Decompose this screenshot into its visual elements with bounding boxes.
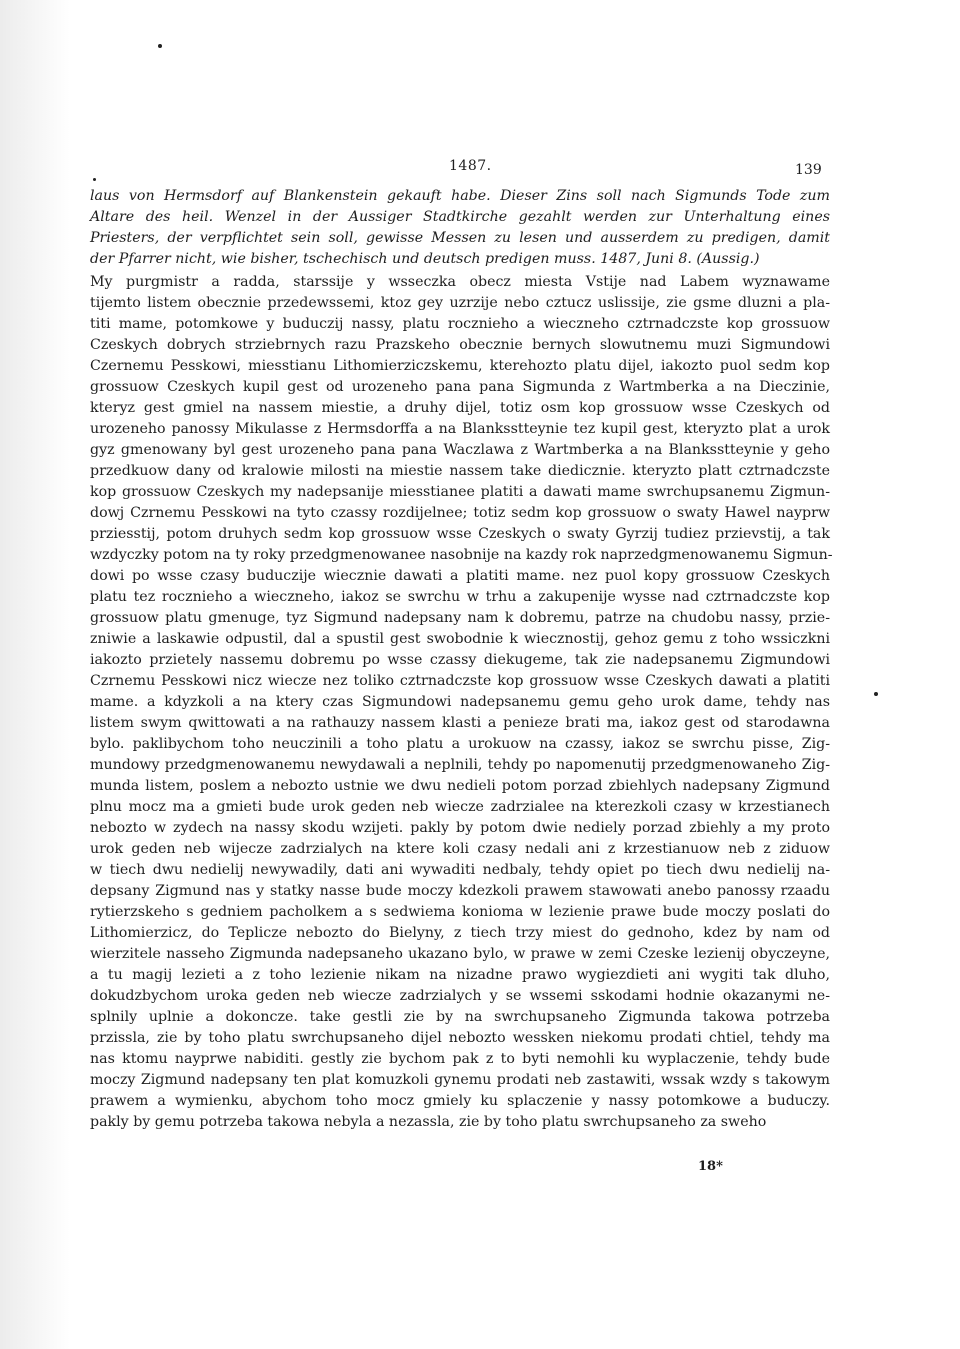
charter-line: moczy Zigmund nadepsany ten plat komuzkoli gynemu prodati neb zastawiti, wssak wzdy s takowym (90, 1072, 830, 1088)
charter-line: przedkuow dany od kralowie milosti na miestie nassem take diedicznie. kteryzto platt cztrnadczste (90, 463, 830, 479)
charter-line: listem swym qwittowati a na rathauzy nassem klasti a penieze brati ma, iakoz gest od starodawna (90, 715, 830, 731)
charter-line: urok geden neb wijecze zadrzialych na ktere koli czasy nedali ani z krzestianuow neb z ziduow (90, 841, 830, 857)
charter-line: depsany Zigmund nas y statky nasse bude moczy kdezkoli prawem stawowati anebo panossy rzaadu (90, 883, 830, 899)
charter-line: iakozto przietely nassemu dobremu po wsse czassy diekugeme, tak zie nadepsanemu Zigmundowi (90, 652, 830, 668)
scan-speck (158, 44, 162, 48)
charter-line: nebozto w zydech na nassy skodu wzijeti. pakly by potom dwie nediely porzad zbiehly a my proto (90, 820, 830, 836)
charter-line: grossuow platu gmenuge, tyz Sigmund nadepsany nam k dobremu, patrze na chudobu nassy, przie- (90, 610, 830, 626)
charter-line: prawem a wymienku, abychom toho mocz gmiely ku splaczenie y nassy potomkowe a buduczy. (90, 1093, 830, 1109)
charter-line: bylo. paklibychom toho neuczinili a toho platu a urokuow na czassy, iakoz se swrchu pisse, Zig- (90, 736, 830, 752)
charter-line: Czrnemu Pesskowi nicz wiecze nez toliko cztrnadczste kop grossuow wsse Czeskych dawati a platiti (90, 673, 830, 689)
charter-line: grossuow Czeskych kupil gest od urozeneho pana pana Sigmunda z Wartmberka a na Dieczinie, (90, 379, 830, 395)
charter-line: My purgmistr a radda, starssije y wsseczka obecz miesta Vstije nad Labem wyznawame (90, 274, 830, 290)
signature-mark: 18* (698, 1159, 723, 1174)
charter-line: dokudzbychom uroka geden neb wiecze zadrzialych y se wssemi sskodami hodnie okazanymi ne- (90, 988, 830, 1004)
charter-line: dowi po wsse czasy buduczije wiecznie dawati a platiti mame. nez puol kopy grossuow Czeskych (90, 568, 830, 584)
charter-line: mame. a kdyzkoli a na ktery czas Sigmundowi nadepsanemu gemu geho urok dame, tehdy nas (90, 694, 830, 710)
running-header-year: 1487. (449, 158, 492, 174)
charter-line: wzdyczky potom na ty roky przedgmenowanee nasobnije na kazdy rok naprzedgmenowanemu Sigmun- (90, 547, 833, 563)
summary-line: laus von Hermsdorf auf Blankenstein gekauft habe. Dieser Zins soll nach Sigmunds Tode zum (90, 188, 830, 204)
charter-line: plnu mocz ma a gmieti bude urok geden neb wiecze zadrzialee na kterezkoli czasy w krzestianech (90, 799, 830, 815)
scan-edge-shading (0, 0, 70, 1349)
charter-line: mundowy przedgmenowanemu newydawali a neplnili, tehdy po napomenutij przedgmenowaneho Zig- (90, 757, 830, 773)
summary-line: der Pfarrer nicht, wie bisher, tschechisch und deutsch predigen muss. 1487, Juni 8. (Aussig.) (90, 251, 760, 267)
charter-line: urozeneho panossy Mikulasse z Hermsdorffa a na Blanksstteynie tez kupil gest, kteryzto plat a urok (90, 421, 830, 437)
charter-line: przissla, zie by toho platu swrchupsaneho dijel nebozto wessken niekomu prodati chtiel, tehdy ma (90, 1030, 830, 1046)
scan-speck (93, 178, 96, 181)
charter-line: munda listem, poslem a nebozto ustnie we dwu nedieli potom porzad zbiehlych nadepsany Zigmund (90, 778, 830, 794)
charter-line: prziesstij, potom druhych sedm kop grossuow wsse Czeskych o swaty Gyrzij tudiez przievstij, a tak (90, 526, 830, 542)
charter-line: a tu magij lezieti a z toho lezienie nikam na nizadne prawo wygiezdieti ani wygiti tak dluho, (90, 967, 830, 983)
charter-line: tijemto listem obecznie przedewssemi, ktoz gey uzrzije nebo cztucz uslissije, zie gsme dluzni a pla- (90, 295, 830, 311)
charter-line: nas ktomu nayprwe nabiditi. gestly zie bychom pak z to byti nemohli ku wyplaczenie, tehdy bude (90, 1051, 830, 1067)
charter-line: dowj Czrnemu Pesskowi na tyto czassy rozdijelnee; totiz sedm kop grossuow o swaty Hawel nayprw (90, 505, 830, 521)
charter-line: gyz gmenowany byl gest urozeneho pana pana Waczlawa z Wartmberka a na Blanksstteynie y geho (90, 442, 830, 458)
charter-line: splnily uplnie a dokoncze. take gestli zie by na swrchupsaneho Zigmunda takowa potrzeba (90, 1009, 830, 1025)
charter-line: pakly by gemu potrzeba takowa nebyla a nezassla, zie by toho platu swrchupsaneho za sweho (90, 1114, 767, 1130)
german-summary (90, 186, 830, 270)
page-number: 139 (795, 162, 822, 178)
charter-line: kteryz gest gmiel na nassem miestie, a druhy dijel, totiz osm kop grossuow wsse Czeskych od (90, 400, 830, 416)
charter-line: Lithomierzicz, do Teplicze nebozto do Bielyny, z tiech trzy miest do gednoho, kdez by nam od (90, 925, 830, 941)
charter-line: w tiech dwu nedielij newywadily, dati ani wywaditi nedbaly, tehdy opiet po tiech dwu nedielij na- (90, 862, 830, 878)
charter-line: rytierzskeho s gedniem pacholkem a s sedwiema koniomа w lezienie prawe bude moczy poslati do (90, 904, 830, 920)
czech-charter-text (90, 272, 833, 1133)
summary-line: Priesters, der verpflichtet sein soll, gewisse Messen zu lesen und ausserdem zu predigen, damit (90, 230, 830, 246)
charter-line: kop grossuow Czeskych my nadepsanije miesstianee platiti a dawati mame swrchupsanemu Zigmun- (90, 484, 830, 500)
charter-line: wierzitele nasseho Zigmunda nadepsaneho ukazano bylo, w prawe w zemi Czeske lezienij obyczeyne, (90, 946, 830, 962)
charter-line: Czernemu Pesskowi, miesstianu Lithomierziczskemu, kterehozto platu dijel, iakozto puol sedm kop (90, 358, 830, 374)
charter-line: zniwie a laskawie odpustil, dal a spustil gest swobodnie k wiecznostij, gehoz gemu z toho wssiczkni (90, 631, 830, 647)
charter-line: platu tez rocznieho a wieczneho, iakoz se swrchu w trhu a zakupenije wysse nad cztrnadczste kop (90, 589, 830, 605)
scan-speck (874, 692, 878, 696)
charter-line: Czeskych dobrych strziebrnych razu Prazskeho obecznie bernych slowutnemu muzi Sigmundowi (90, 337, 830, 353)
charter-line: titi mame, potomkowe y buduczij nassy, platu rocznieho a wieczneho cztrnadczste kop grossuow (90, 316, 830, 332)
summary-line: Altare des heil. Wenzel in der Aussiger Stadtkirche gezahlt werden zur Unterhaltung eines (90, 209, 830, 225)
